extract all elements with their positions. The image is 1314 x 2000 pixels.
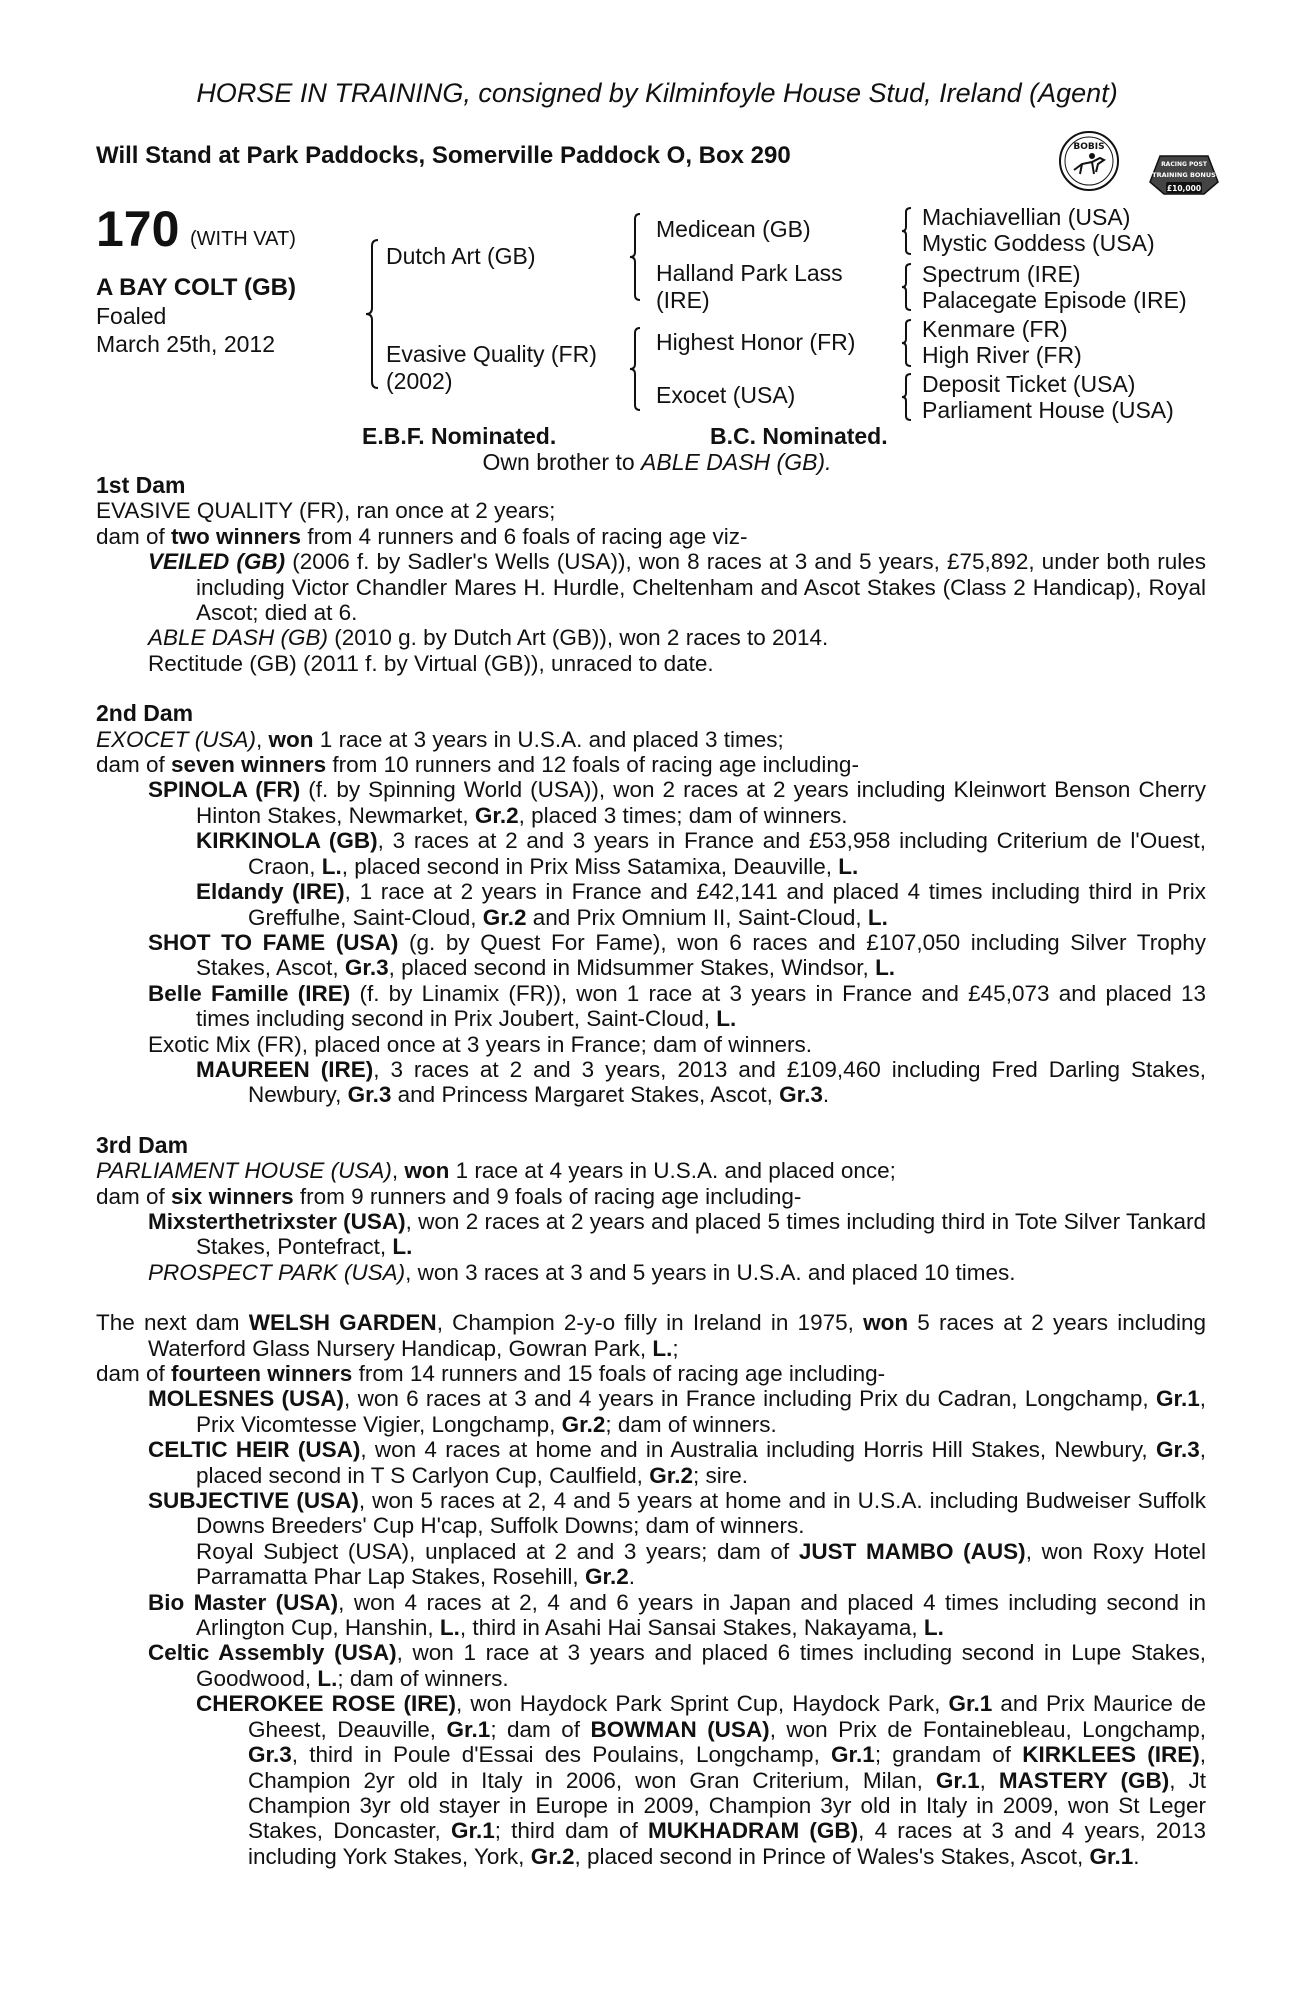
pedigree-dam-name: Evasive Quality (FR) [386, 341, 597, 367]
pedigree-dam [386, 341, 597, 395]
pedigree-dsd: High River (FR) [922, 342, 1082, 368]
bc-nominated: B.C. Nominated. [710, 423, 888, 449]
produce-royal-subject: Royal Subject (USA), unplaced at 2 and 3 years; dam of JUST MAMBO (AUS), won Roxy Hotel Parramatta Phar Lap Stakes, Rosehill, Gr.2. [196, 1538, 1206, 1590]
produce-spinola: SPINOLA (FR) (f. by Spinning World (USA)), won 2 races at 2 years including Kleinwort Benson Cherry Hinton Stakes, Newmarket, Gr.2, placed 3 times; dam of winners. [148, 777, 1206, 828]
ebf-nominated: E.B.F. Nominated. [362, 423, 557, 449]
page-title: HORSE IN TRAINING, consigned by Kilminfoyle House Stud, Ireland (Agent) [196, 78, 1118, 108]
third-dam-line2: dam of six winners from 9 runners and 9 foals of racing age including- [96, 1183, 802, 1209]
next-dam-line1: The next dam WELSH GARDEN, Champion 2-y-o filly in Ireland in 1975, won 5 races at 2 years including Waterford Glass Nursery Handicap, Gowran Park, L.; [96, 1310, 1207, 1361]
bobis-logo-icon [1058, 130, 1120, 192]
own-brother-name: ABLE DASH (GB). [641, 449, 832, 475]
stand-location: Will Stand at Park Paddocks, Somerville Paddock O, Box 290 [96, 142, 791, 169]
second-dam-line2: dam of seven winners from 10 runners and 12 foals of racing age including- [96, 752, 859, 778]
pedigree-sd [656, 260, 843, 314]
pedigree-sire: Dutch Art (GB) [386, 243, 536, 269]
pedigree-dds: Deposit Ticket (USA) [922, 371, 1136, 397]
pedigree-ss: Medicean (GB) [656, 216, 811, 242]
pedigree-brace-sire-dam [364, 238, 382, 390]
pedigree-brace-dam [628, 326, 644, 412]
pedigree-ddd: Parliament House (USA) [922, 397, 1174, 423]
bobis-text: BOBIS [1073, 142, 1105, 152]
produce-molesnes: MOLESNES (USA), won 6 races at 3 and 4 years in France including Prix du Cadran, Longchamp, Gr.1, Prix Vicomtesse Vigier, Longchamp, Gr.2; dam of winners. [148, 1386, 1206, 1437]
third-dam-heading: 3rd Dam [96, 1131, 189, 1158]
third-dam-line1: PARLIAMENT HOUSE (USA), won 1 race at 4 years in U.S.A. and placed once; [96, 1158, 896, 1184]
lot-vat: (WITH VAT) [190, 228, 296, 250]
pedigree-brace-sire [628, 212, 644, 302]
foaled-date: March 25th, 2012 [96, 331, 276, 357]
own-brother-line [0, 449, 1314, 476]
first-dam-line1: EVASIVE QUALITY (FR), ran once at 2 years; [96, 498, 556, 524]
pedigree-sd-name: Halland Park Lass [656, 260, 843, 286]
produce-exotic-mix: Exotic Mix (FR), placed once at 3 years in France; dam of winners. [148, 1031, 813, 1057]
produce-rectitude: Rectitude (GB) (2011 f. by Virtual (GB)), unraced to date. [148, 650, 714, 676]
produce-able-dash: ABLE DASH (GB) (2010 g. by Dutch Art (GB)), won 2 races to 2014. [148, 625, 829, 651]
produce-celtic-heir: CELTIC HEIR (USA), won 4 races at home and in Australia including Horris Hill Stakes, Newbury, Gr.3, placed second in T S Carlyon Cup, Caulfield, Gr.2; sire. [148, 1437, 1206, 1488]
own-brother-prefix: Own brother to [482, 449, 642, 475]
produce-eldandy: Eldandy (IRE), 1 race at 2 years in France and £42,141 and placed 4 times including third in Prix Greffulhe, Saint-Cloud, Gr.2 and Prix Omnium II, Saint-Cloud, L. [196, 879, 1206, 930]
lot-description: A BAY COLT (GB) [96, 274, 297, 301]
training-bonus-text: TRAINING BONUS [1152, 171, 1216, 179]
produce-veiled: VEILED (GB) (2006 f. by Sadler's Wells (USA)), won 8 races at 3 and 5 years, £75,892, under both rules including Victor Chandler Mares H. Hurdle, Cheltenham and Ascot Stakes (Class 2 Handicap), Royal Ascot; died at 6. [148, 549, 1206, 626]
second-dam-line1: EXOCET (USA), won 1 race at 3 years in U.S.A. and placed 3 times; [96, 726, 784, 752]
pedigree-notes [96, 473, 1206, 1869]
produce-cherokee-rose: CHEROKEE ROSE (IRE), won Haydock Park Sprint Cup, Haydock Park, Gr.1 and Prix Maurice de Gheest, Deauville, Gr.1; dam of BOWMAN (USA), won Prix de Fontainebleau, Longchamp, Gr.3, third in Poule d'Essai des Poulains, Longchamp, Gr.1; grandam of KIRKLEES (IRE), Champion 2yr old in Italy in 2006, won Gran Criterium, Milan, Gr.1, MASTERY (GB), Jt Champion 3yr old stayer in Europe in 2009, Champion 3yr old in Italy in 2009, won St Leger Stakes, Doncaster, Gr.1; third dam of MUKHADRAM (GB), 4 races at 3 and 4 years, 2013 including York Stakes, York, Gr.2, placed second in Prince of Wales's Stakes, Ascot, Gr.1. [196, 1691, 1207, 1869]
first-dam-heading: 1st Dam [96, 472, 186, 498]
produce-celtic-assembly: Celtic Assembly (USA), won 1 race at 3 years and placed 6 times including second in Lupe Stakes, Goodwood, L.; dam of winners. [148, 1640, 1206, 1691]
second-dam-heading: 2nd Dam [96, 700, 194, 727]
pedigree-brace-ds [900, 318, 914, 368]
produce-belle-famille: Belle Famille (IRE) (f. by Linamix (FR)), won 1 race at 3 years in France and £45,073 and placed 13 times including second in Prix Joubert, Saint-Cloud, L. [148, 980, 1206, 1032]
produce-prospect-park: PROSPECT PARK (USA), won 3 races at 3 and 5 years in U.S.A. and placed 10 times. [148, 1259, 1016, 1285]
pedigree-sss: Machiavellian (USA) [922, 204, 1131, 230]
produce-subjective: SUBJECTIVE (USA), won 5 races at 2, 4 and 5 years at home and in U.S.A. including Budweiser Suffolk Downs Breeders' Cup H'cap, Suffolk Downs; dam of winners. [148, 1488, 1206, 1539]
bonus-amount-text: £10,000 [1166, 184, 1202, 193]
produce-maureen: MAUREEN (IRE), 3 races at 2 and 3 years, 2013 and £109,460 including Fred Darling Stakes, Newbury, Gr.3 and Princess Margaret Stakes, Ascot, Gr.3. [196, 1056, 1206, 1108]
lot-number: 170 [96, 201, 180, 257]
produce-shot-to-fame: SHOT TO FAME (USA) (g. by Quest For Fame), won 6 races and £107,050 including Silver Trophy Stakes, Ascot, Gr.3, placed second in Midsummer Stakes, Windsor, L. [148, 929, 1206, 981]
pedigree-brace-sd [900, 262, 914, 312]
produce-bio-master: Bio Master (USA), won 4 races at 2, 4 and 6 years in Japan and placed 4 times including second in Arlington Cup, Hanshin, L., third in Asahi Hai Sansai Stakes, Nakayama, L. [148, 1589, 1206, 1641]
pedigree-sd-country: (IRE) [656, 287, 710, 313]
pedigree-brace-ss [900, 206, 914, 256]
pedigree-sdd: Palacegate Episode (IRE) [922, 287, 1187, 313]
pedigree-dss: Kenmare (FR) [922, 316, 1068, 342]
produce-mixsterthetrixster: Mixsterthetrixster (USA), won 2 races at 2 years and placed 5 times including third in Tote Silver Tankard Stakes, Pontefract, L. [148, 1208, 1206, 1260]
pedigree-ds: Highest Honor (FR) [656, 329, 856, 355]
pedigree-brace-dd [900, 372, 914, 422]
foaled-info [96, 302, 275, 358]
produce-kirkinola: KIRKINOLA (GB), 3 races at 2 and 3 years in France and £53,958 including Criterium de l'Ouest, Craon, L., placed second in Prix Miss Satamixa, Deauville, L. [196, 828, 1206, 879]
pedigree-dam-year: (2002) [386, 368, 453, 394]
racing-post-text: RACING POST [1161, 161, 1207, 168]
training-bonus-logo-icon [1146, 146, 1222, 202]
pedigree-dd: Exocet (USA) [656, 382, 796, 408]
next-dam-line2: dam of fourteen winners from 14 runners and 15 foals of racing age including- [96, 1361, 886, 1386]
foaled-label: Foaled [96, 303, 167, 329]
first-dam-line2: dam of two winners from 4 runners and 6 foals of racing age viz- [96, 523, 748, 549]
pedigree-sds: Spectrum (IRE) [922, 261, 1081, 287]
pedigree-ssd: Mystic Goddess (USA) [922, 230, 1155, 256]
